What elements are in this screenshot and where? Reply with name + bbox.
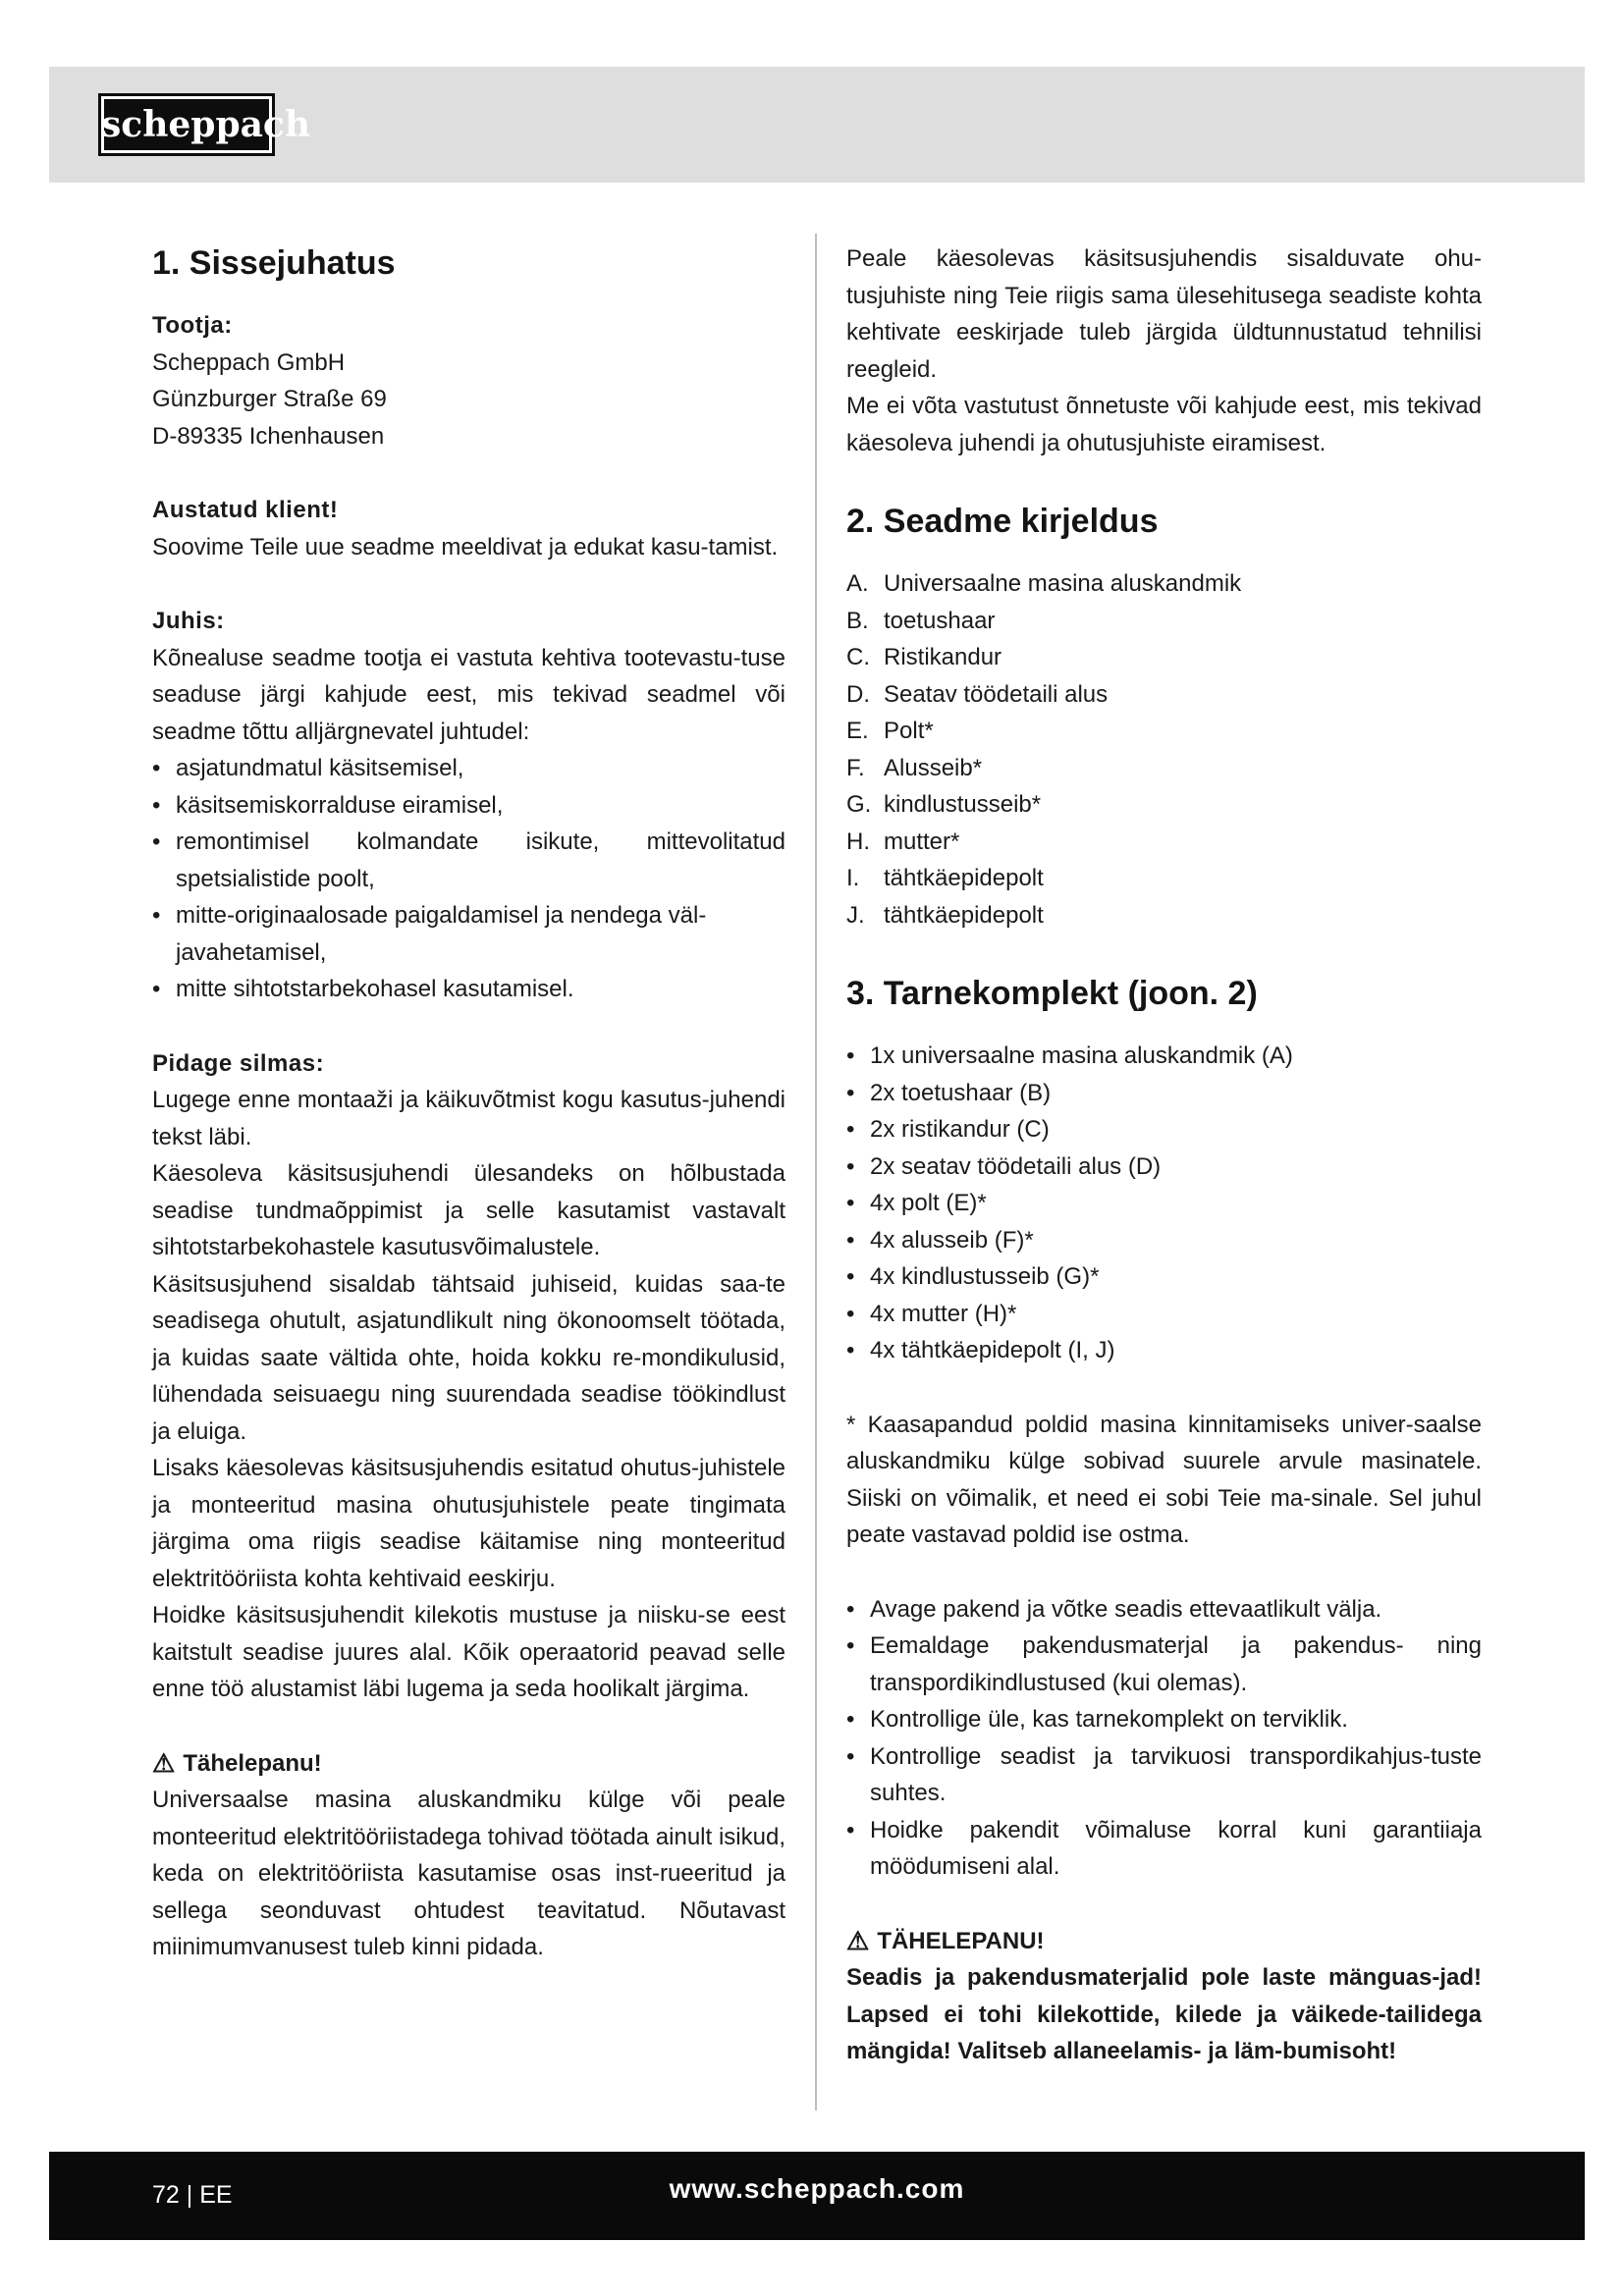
- list-item: • 4x tähtkäepidepolt (I, J): [846, 1332, 1482, 1369]
- header-band: [49, 67, 1585, 183]
- list-item: • 1x universaalne masina aluskandmik (A): [846, 1038, 1482, 1075]
- list-item: • 4x polt (E)*: [846, 1185, 1482, 1222]
- mind-paragraph: Lugege enne montaaži ja käikuvõtmist kogu kasutus-juhendi tekst läbi.: [152, 1087, 785, 1150]
- right-column: [846, 240, 1482, 2070]
- list-item: • 4x alusseib (F)*: [846, 1222, 1482, 1259]
- list-item: E. Polt*: [846, 718, 934, 744]
- list-item: B. toetushaar: [846, 607, 996, 634]
- warning-heading: [846, 1923, 1482, 1960]
- list-item: • Hoidke pakendit võimaluse korral kuni garantiiaja möödumiseni alal.: [846, 1812, 1482, 1886]
- left-column: [152, 240, 785, 1966]
- list-item: A. Universaalne masina aluskandmik: [846, 570, 1242, 597]
- intro-paragraph: Me ei võta vastutust õnnetuste või kahjude eest, mis tekivad käesoleva juhendi ja ohutusjuhiste eiramisest.: [846, 393, 1482, 456]
- unpacking-steps: [846, 1591, 1482, 1886]
- section-1-title: 1. Sissejuhatus: [152, 244, 396, 282]
- list-item: • Kontrollige üle, kas tarnekomplekt on terviklik.: [846, 1701, 1482, 1738]
- list-item: F. Alusseib*: [846, 754, 983, 781]
- attention-heading: [152, 1745, 785, 1783]
- list-item: • käsitsemiskorralduse eiramisel,: [152, 787, 785, 825]
- list-item: • 2x toetushaar (B): [846, 1075, 1482, 1112]
- warning-text: Seadis ja pakendusmaterjalid pole laste mänguas-jad! Lapsed ei tohi kilekottide, kilede ja väikede-tailidega mängida! Valitseb allaneelamis- ja läm-bumisoht!: [846, 1964, 1482, 2064]
- list-item: • Kontrollige seadist ja tarvikuosi transpordikahjus-tuste suhtes.: [846, 1738, 1482, 1812]
- list-item: • asjatundmatul käsitsemisel,: [152, 750, 785, 787]
- list-item: • mitte sihtotstarbekohasel kasutamisel.: [152, 971, 785, 1008]
- delivery-list: [846, 1038, 1482, 1369]
- attention-text: Universaalse masina aluskandmiku külge või peale monteeritud elektritööriistadega tohivad töötada ainult isikud, keda on elektritööriista kasutamise osas inst-rueeritud ja sellega seonduvast ohtudest teavitatud. Nõutavast miinimumvanusest tuleb kinni pidada.: [152, 1787, 785, 1960]
- manufacturer-label: Tootja:: [152, 312, 233, 339]
- warning-triangle-icon: ⚠: [846, 1926, 870, 1956]
- list-item: • Eemaldage pakendusmaterjal ja pakendus- ning transpordikindlustused (kui olemas).: [846, 1628, 1482, 1701]
- list-item: • 4x mutter (H)*: [846, 1296, 1482, 1333]
- warning-triangle-icon: ⚠: [152, 1748, 176, 1779]
- list-item: • mitte-originaalosade paigaldamisel ja nendega väl-javahetamisel,: [152, 897, 785, 971]
- mind-label: Pidage silmas:: [152, 1049, 325, 1077]
- warning-label: TÄHELEPANU!: [877, 1927, 1045, 1954]
- mind-paragraph: Käsitsusjuhend sisaldab tähtsaid juhiseid, kuidas saa-te seadisega ohutult, asjatundlikult ning ökonoomselt töötada, ja kuidas saate vältida ohte, hoida kokku re-mondikulusid, lühendada seisuaegu ning suurendada seadise töökindlust ja eluiga.: [152, 1270, 785, 1445]
- list-item: J. tähtkäepidepolt: [846, 901, 1044, 929]
- mind-paragraph: Käesoleva käsitsusjuhendi ülesandeks on hõlbustada seadise tundmaõppimist ja selle kasutamist vastavalt sihtotstarbekohastele kasutusvõimalustele.: [152, 1160, 785, 1260]
- list-item: • Avage pakend ja võtke seadis ettevaatlikult välja.: [846, 1591, 1482, 1629]
- note-label: Juhis:: [152, 608, 225, 634]
- mind-paragraph: Hoidke käsitsusjuhendit kilekotis mustuse ja niisku-se eest kaitstult seadise juures alal. Kõik operaatorid peavad selle enne töö alustamist läbi lugema ja seda hoolikalt järgima.: [152, 1602, 785, 1702]
- footer-bar: [49, 2152, 1585, 2240]
- address-line: Günzburger Straße 69: [152, 386, 387, 412]
- page-number: 72 | EE: [152, 2181, 233, 2209]
- list-item: • 4x kindlustusseib (G)*: [846, 1258, 1482, 1296]
- address-line: D-89335 Ichenhausen: [152, 422, 385, 450]
- list-item: H. mutter*: [846, 828, 960, 855]
- footnote: * Kaasapandud poldid masina kinnitamiseks univer-saalse aluskandmiku külge sobivad suurele arvule masinatele. Siiski on võimalik, et need ei sobi Teie ma-sinale. Sel juhul peate vastavad poldid ise ostma.: [846, 1411, 1482, 1548]
- attention-label: Tähelepanu!: [183, 1749, 322, 1777]
- list-item: • 2x seatav töödetaili alus (D): [846, 1148, 1482, 1186]
- section-2-title: 2. Seadme kirjeldus: [846, 503, 1159, 540]
- list-item: I. tähtkäepidepolt: [846, 865, 1044, 891]
- list-item: C. Ristikandur: [846, 644, 1002, 670]
- list-item: D. Seatav töödetaili alus: [846, 680, 1109, 708]
- section-3-title: 3. Tarnekomplekt (joon. 2): [846, 975, 1258, 1012]
- mind-paragraph: Lisaks käesolevas käsitsusjuhendis esitatud ohutus-juhistele ja monteeritud masina ohutusjuhistele peate tingimata järgima oma riigis seadise käitamise ning monteeritud elektritööriista kohta kehtivaid eeskirju.: [152, 1455, 785, 1592]
- customer-text: Soovime Teile uue seadme meeldivat ja edukat kasu-tamist.: [152, 533, 779, 561]
- parts-list: [846, 565, 1482, 934]
- note-list: [152, 750, 785, 1008]
- list-item: • remontimisel kolmandate isikute, mittevolitatud spetsialistide poolt,: [152, 824, 785, 897]
- website-link[interactable]: www.scheppach.com: [669, 2173, 965, 2204]
- list-item: G. kindlustusseib*: [846, 791, 1042, 818]
- note-text: Kõnealuse seadme tootja ei vastuta kehtiva tootevastu-tuse seaduse järgi kahjude eest, mis tekivad seadmel või seadme tõttu alljärgnevatel juhtudel:: [152, 644, 785, 745]
- column-divider: [815, 234, 817, 2110]
- list-item: • 2x ristikandur (C): [846, 1111, 1482, 1148]
- customer-label: Austatud klient!: [152, 497, 339, 523]
- intro-paragraph: Peale käesolevas käsitsusjuhendis sisalduvate ohu-tusjuhiste ning Teie riigis sama ülesehitusega seadiste kohta kehtivate eeskirjade tuleb järgida üldtunnustatud tehnilisi reegleid.: [846, 245, 1482, 383]
- scheppach-logo: scheppach: [98, 93, 275, 156]
- address-line: Scheppach GmbH: [152, 348, 346, 376]
